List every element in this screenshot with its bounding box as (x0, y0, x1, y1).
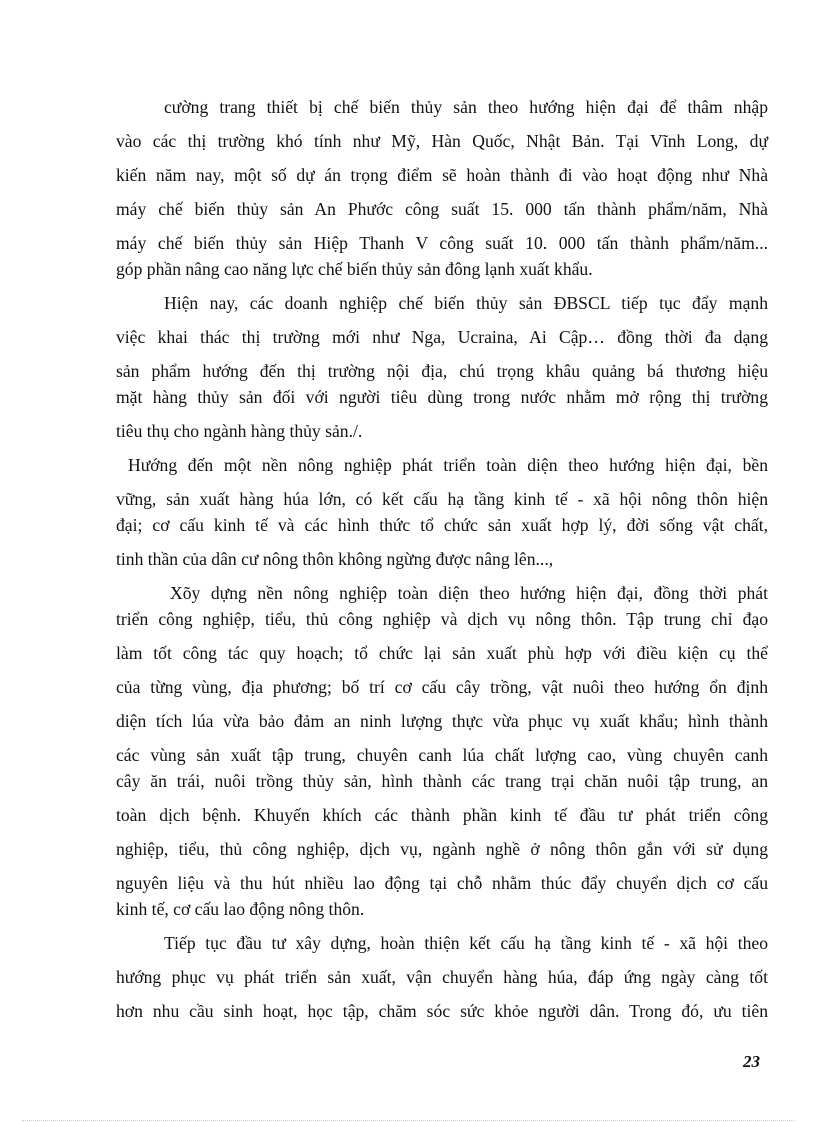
text-line: kiến năm nay, một số dự án trọng điểm sẽ hoàn thành đi vào hoạt động như Nhà (116, 165, 768, 185)
text-line: đại; cơ cấu kinh tế và các hình thức tổ chức sản xuất hợp lý, đời sống vật chất, (116, 515, 768, 535)
text-line: kinh tế, cơ cấu lao động nông thôn. (116, 899, 365, 919)
page-number: 23 (743, 1052, 760, 1071)
text-line: làm tốt công tác quy hoạch; tổ chức lại sản xuất phù hợp với điều kiện cụ thể (116, 643, 768, 663)
text-line: cây ăn trái, nuôi trồng thủy sản, hình thành các trang trại chăn nuôi tập trung, an (116, 771, 768, 791)
text-line: sản phẩm hướng đến thị trường nội địa, chú trọng khâu quảng bá thương hiệu (116, 361, 768, 381)
text-line: các vùng sản xuất tập trung, chuyên canh lúa chất lượng cao, vùng chuyên canh (116, 745, 768, 765)
text-line: việc khai thác thị trường mới như Nga, Ucraina, Ai Cập… đồng thời đa dạng (116, 327, 768, 347)
text-line: diện tích lúa vừa bảo đảm an ninh lượng thực vừa phục vụ xuất khẩu; hình thành (116, 711, 768, 731)
text-line: mặt hàng thủy sản đối với người tiêu dùng trong nước nhằm mở rộng thị trường (116, 387, 768, 407)
text-line: Hiện nay, các doanh nghiệp chế biến thủy sản ĐBSCL tiếp tục đẩy mạnh (164, 293, 768, 313)
text-line: tiêu thụ cho ngành hàng thủy sản./. (116, 421, 363, 441)
text-line: cường trang thiết bị chế biến thủy sản theo hướng hiện đại để thâm nhập (164, 97, 768, 117)
text-line: của từng vùng, địa phương; bố trí cơ cấu cây trồng, vật nuôi theo hướng ổn định (116, 677, 768, 697)
text-line: vững, sản xuất hàng húa lớn, có kết cấu hạ tầng kinh tế - xã hội nông thôn hiện (116, 489, 768, 509)
text-line: hướng phục vụ phát triển sản xuất, vận chuyển hàng húa, đáp ứng ngày càng tốt (116, 967, 768, 987)
text-line: tinh thần của dân cư nông thôn không ngừng được nâng lên..., (116, 549, 554, 569)
text-line: Hướng đến một nền nông nghiệp phát triển toàn diện theo hướng hiện đại, bền (128, 455, 768, 475)
page-bottom-divider (22, 1120, 794, 1121)
text-line: vào các thị trường khó tính như Mỹ, Hàn Quốc, Nhật Bản. Tại Vĩnh Long, dự (116, 131, 768, 151)
text-line: máy chế biến thủy sản Hiệp Thanh V công suất 10. 000 tấn thành phẩm/năm... (116, 233, 768, 253)
text-line: toàn dịch bệnh. Khuyến khích các thành phần kinh tế đầu tư phát triển công (116, 805, 768, 825)
text-line: Xõy dựng nền nông nghiệp toàn diện theo hướng hiện đại, đồng thời phát (170, 583, 768, 603)
text-line: hơn nhu cầu sinh hoạt, học tập, chăm sóc sức khỏe người dân. Trong đó, ưu tiên (116, 1001, 768, 1021)
text-line: máy chế biến thủy sản An Phước công suất 15. 000 tấn thành phẩm/năm, Nhà (116, 199, 768, 219)
text-line: Tiếp tục đầu tư xây dựng, hoàn thiện kết cấu hạ tầng kinh tế - xã hội theo (164, 933, 768, 953)
text-line: nghiệp, tiểu, thủ công nghiệp, dịch vụ, ngành nghề ở nông thôn gắn với sử dụng (116, 839, 768, 859)
text-line: triển công nghiệp, tiểu, thủ công nghiệp và dịch vụ nông thôn. Tập trung chỉ đạo (116, 609, 768, 629)
text-line: góp phần nâng cao năng lực chế biến thủy sản đông lạnh xuất khẩu. (116, 259, 593, 279)
text-line: nguyên liệu và thu hút nhiều lao động tại chỗ nhằm thúc đẩy chuyển dịch cơ cấu (116, 873, 768, 893)
